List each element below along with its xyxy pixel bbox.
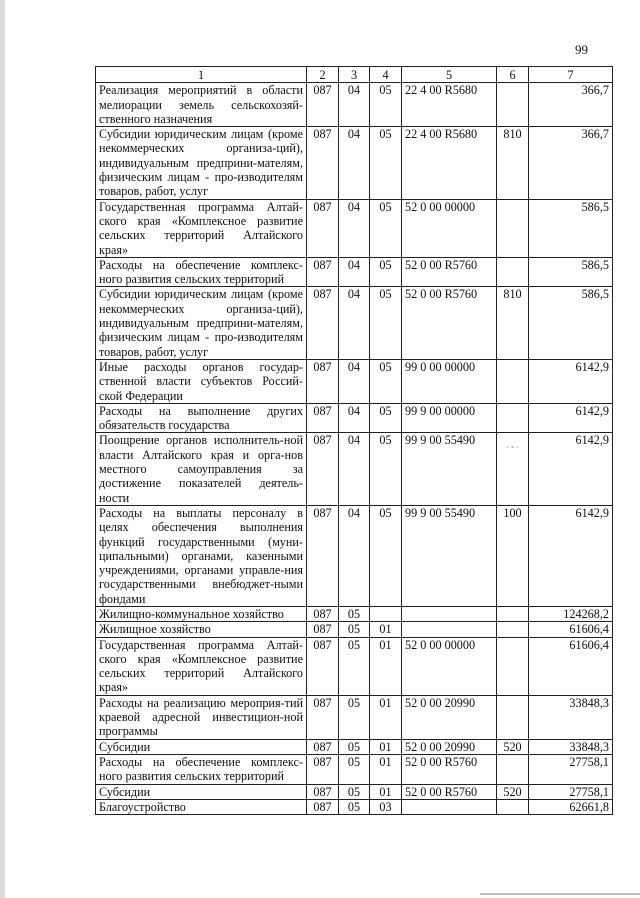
section-code-cell-text: 04 — [347, 257, 361, 272]
target-article-cell — [402, 403, 497, 433]
ministry-code-cell-text: 087 — [313, 754, 332, 769]
subsection-code-cell — [370, 359, 402, 403]
expense-type-cell — [497, 606, 529, 621]
target-article-cell — [402, 359, 497, 403]
ministry-code-cell-text: 087 — [313, 433, 332, 448]
section-code-cell — [339, 257, 370, 287]
subsection-code-cell — [370, 287, 402, 359]
section-code-cell-text: 04 — [347, 433, 361, 448]
row-name-cell-text: Расходы на выплаты персоналу в целях обеспечения выполнения функций государственными (муни-ципальными) органами, казенными учреждениями, органами управле-ния государственными внебюджет-ными фондами — [99, 505, 303, 606]
ministry-code-cell-text: 087 — [313, 359, 332, 374]
amount-cell-text: 124268,2 — [563, 606, 609, 621]
target-article-cell-text: 52 0 00 R5760 — [405, 287, 478, 302]
expense-type-cell-text: 810 — [503, 127, 522, 142]
subsection-code-cell-text: 01 — [379, 637, 392, 652]
table-row — [96, 695, 613, 739]
subsection-code-cell-text: 05 — [379, 83, 392, 98]
header-cell: 4 — [370, 67, 402, 83]
target-article-cell — [402, 799, 497, 814]
subsection-code-cell-text: 05 — [379, 127, 392, 142]
section-code-cell-text: 04 — [347, 403, 361, 418]
section-code-cell — [339, 622, 370, 637]
amount-cell — [529, 637, 613, 695]
subsection-code-cell-text: 03 — [379, 799, 392, 814]
subsection-code-cell-text: 01 — [379, 622, 392, 637]
subsection-code-cell — [370, 799, 402, 814]
amount-cell — [529, 784, 613, 799]
row-name-cell — [96, 754, 307, 784]
target-article-cell-text: 99 0 00 00000 — [405, 359, 476, 374]
target-article-cell-text: 99 9 00 55490 — [405, 433, 476, 448]
row-name-cell-text: Расходы на обеспечение комплекс-ного развития сельских территорий — [99, 754, 303, 784]
row-name-cell — [96, 505, 307, 606]
row-name-cell — [96, 127, 307, 199]
subsection-code-cell-text: 05 — [379, 287, 392, 302]
ministry-code-cell — [307, 403, 339, 433]
amount-cell — [529, 799, 613, 814]
section-code-cell — [339, 287, 370, 359]
expense-type-cell — [497, 83, 529, 127]
amount-cell — [529, 257, 613, 287]
target-article-cell — [402, 83, 497, 127]
target-article-cell — [402, 287, 497, 359]
subsection-code-cell-text: 05 — [379, 257, 392, 272]
amount-cell-text: 6142,9 — [575, 359, 609, 374]
table-row — [96, 287, 613, 359]
subsection-code-cell-text: 05 — [379, 505, 392, 520]
expense-type-cell — [497, 199, 529, 257]
amount-cell — [529, 403, 613, 433]
amount-cell-text: 586,5 — [581, 199, 609, 214]
section-code-cell-text: 05 — [347, 637, 361, 652]
target-article-cell-text: 52 0 00 R5760 — [405, 754, 478, 769]
table-row — [96, 637, 613, 695]
section-code-cell — [339, 739, 370, 754]
row-name-cell — [96, 287, 307, 359]
section-code-cell-text: 05 — [347, 784, 361, 799]
table-row — [96, 505, 613, 606]
row-name-cell-text: Благоустройство — [99, 799, 186, 814]
table-header-row — [96, 67, 613, 83]
section-code-cell — [339, 127, 370, 199]
pen-mark: ˙ ˜ ˙ — [505, 445, 520, 456]
subsection-code-cell — [370, 83, 402, 127]
table-row — [96, 739, 613, 754]
table-row — [96, 403, 613, 433]
expense-type-cell-text: 520 — [503, 784, 522, 799]
target-article-cell-text: 22 4 00 R5680 — [405, 83, 478, 98]
subsection-code-cell — [370, 403, 402, 433]
ministry-code-cell-text: 087 — [313, 127, 332, 142]
ministry-code-cell — [307, 257, 339, 287]
amount-cell — [529, 199, 613, 257]
ministry-code-cell — [307, 637, 339, 695]
subsection-code-cell-text: 01 — [379, 739, 392, 754]
row-name-cell-text: Субсидии — [99, 784, 151, 799]
amount-cell — [529, 505, 613, 606]
table-row — [96, 199, 613, 257]
table-row — [96, 754, 613, 784]
ministry-code-cell-text: 087 — [313, 799, 332, 814]
section-code-cell — [339, 606, 370, 621]
subsection-code-cell-text: 01 — [379, 695, 392, 710]
target-article-cell — [402, 127, 497, 199]
subsection-code-cell-text: 05 — [379, 403, 392, 418]
target-article-cell — [402, 637, 497, 695]
subsection-code-cell-text: 01 — [379, 754, 392, 769]
row-name-cell-text: Иные расходы органов государ-ственной власти субъектов Россий-ской Федерации — [99, 359, 303, 403]
amount-cell-text: 6142,9 — [575, 403, 609, 418]
ministry-code-cell-text: 087 — [313, 83, 332, 98]
page-number: 99 — [575, 42, 588, 57]
amount-cell-text: 33848,3 — [569, 739, 609, 754]
row-name-cell-text: Жилищно-коммунальное хозяйство — [99, 606, 284, 621]
row-name-cell — [96, 799, 307, 814]
section-code-cell-text: 05 — [347, 739, 361, 754]
header-cell: 6 — [497, 67, 529, 83]
table-row — [96, 784, 613, 799]
row-name-cell — [96, 359, 307, 403]
subsection-code-cell-text: 05 — [379, 359, 392, 374]
row-name-cell-text: Жилищное хозяйство — [99, 622, 211, 637]
section-code-cell-text: 05 — [347, 754, 361, 769]
table-row — [96, 433, 613, 505]
amount-cell — [529, 127, 613, 199]
row-name-cell-text: Субсидии юридическим лицам (кроме некоммерческих организа-ций), индивидуальным предприни-мателям, физическим лицам - про-изводителям товаров, работ, услуг — [99, 287, 303, 359]
amount-cell — [529, 606, 613, 621]
target-article-cell-text: 52 0 00 00000 — [405, 199, 476, 214]
section-code-cell-text: 05 — [347, 799, 361, 814]
target-article-cell — [402, 505, 497, 606]
ministry-code-cell — [307, 784, 339, 799]
subsection-code-cell-text: 05 — [379, 199, 392, 214]
section-code-cell-text: 05 — [347, 622, 361, 637]
header-cell: 3 — [339, 67, 370, 83]
row-name-cell-text: Субсидии — [99, 739, 151, 754]
expense-type-cell — [497, 403, 529, 433]
expense-type-cell-text: 100 — [503, 505, 522, 520]
subsection-code-cell — [370, 606, 402, 621]
subsection-code-cell — [370, 622, 402, 637]
table-row — [96, 622, 613, 637]
amount-cell-text: 27758,1 — [569, 754, 609, 769]
row-name-cell — [96, 199, 307, 257]
amount-cell-text: 366,7 — [581, 127, 609, 142]
amount-cell — [529, 83, 613, 127]
row-name-cell-text: Государственная программа Алтай-ского края «Комплексное развитие сельских территорий Алтайского края» — [99, 637, 303, 695]
row-name-cell-text: Расходы на выполнение других обязательств государства — [99, 403, 303, 433]
expense-type-cell — [497, 754, 529, 784]
amount-cell-text: 586,5 — [581, 257, 609, 272]
ministry-code-cell — [307, 287, 339, 359]
section-code-cell-text: 05 — [347, 695, 361, 710]
target-article-cell — [402, 784, 497, 799]
target-article-cell-text: 52 0 00 20990 — [405, 739, 476, 754]
row-name-cell-text: Реализация мероприятий в области мелиорации земель сельскохозяй-ственного назначения — [99, 83, 303, 126]
section-code-cell-text: 05 — [347, 606, 361, 621]
expense-type-cell-text: 520 — [503, 739, 522, 754]
target-article-cell — [402, 433, 497, 505]
row-name-cell-text: Расходы на обеспечение комплекс-ного развития сельских территорий — [99, 257, 303, 287]
row-name-cell — [96, 739, 307, 754]
header-cell: 5 — [402, 67, 497, 83]
row-name-cell-text: Субсидии юридическим лицам (кроме некоммерческих организа-ций), индивидуальным предприни-мателям, физическим лицам - про-изводителям товаров, работ, услуг — [99, 127, 303, 199]
expense-type-cell — [497, 784, 529, 799]
table-row — [96, 606, 613, 621]
ministry-code-cell — [307, 799, 339, 814]
amount-cell-text: 586,5 — [581, 287, 609, 302]
ministry-code-cell — [307, 359, 339, 403]
amount-cell-text: 6142,9 — [575, 505, 609, 520]
row-name-cell — [96, 83, 307, 127]
target-article-cell-text: 52 0 00 R5760 — [405, 784, 478, 799]
subsection-code-cell-text: 01 — [379, 784, 392, 799]
expense-type-cell — [497, 622, 529, 637]
expense-type-cell — [497, 257, 529, 287]
target-article-cell — [402, 257, 497, 287]
ministry-code-cell-text: 087 — [313, 505, 332, 520]
row-name-cell — [96, 257, 307, 287]
table-row — [96, 257, 613, 287]
header-cell: 1 — [96, 67, 307, 83]
table-row — [96, 127, 613, 199]
section-code-cell — [339, 505, 370, 606]
section-code-cell — [339, 784, 370, 799]
section-code-cell — [339, 359, 370, 403]
target-article-cell-text: 99 9 00 00000 — [405, 403, 476, 418]
target-article-cell — [402, 606, 497, 621]
expense-type-cell — [497, 637, 529, 695]
subsection-code-cell — [370, 199, 402, 257]
amount-cell-text: 61606,4 — [569, 637, 609, 652]
subsection-code-cell — [370, 754, 402, 784]
header-cell: 7 — [529, 67, 613, 83]
row-name-cell-text: Поощрение органов исполнитель-ной власти Алтайского края и орга-нов местного самоуправления за достижение показателей деятель-ности — [99, 433, 303, 505]
amount-cell-text: 33848,3 — [569, 695, 609, 710]
amount-cell — [529, 622, 613, 637]
section-code-cell-text: 04 — [347, 83, 361, 98]
table-row — [96, 83, 613, 127]
ministry-code-cell — [307, 754, 339, 784]
ministry-code-cell-text: 087 — [313, 257, 332, 272]
row-name-cell — [96, 637, 307, 695]
subsection-code-cell-text: 05 — [379, 433, 392, 448]
ministry-code-cell-text: 087 — [313, 637, 332, 652]
subsection-code-cell — [370, 505, 402, 606]
section-code-cell — [339, 433, 370, 505]
ministry-code-cell-text: 087 — [313, 695, 332, 710]
subsection-code-cell — [370, 637, 402, 695]
header-cell: 2 — [307, 67, 339, 83]
row-name-cell — [96, 606, 307, 621]
scan-edge-line — [480, 893, 640, 895]
ministry-code-cell — [307, 695, 339, 739]
amount-cell — [529, 433, 613, 505]
ministry-code-cell — [307, 622, 339, 637]
subsection-code-cell — [370, 695, 402, 739]
expense-type-cell — [497, 505, 529, 606]
amount-cell — [529, 359, 613, 403]
ministry-code-cell-text: 087 — [313, 403, 332, 418]
subsection-code-cell — [370, 739, 402, 754]
row-name-cell-text: Расходы на реализацию мероприя-тий краевой адресной инвестицион-ной программы — [99, 695, 303, 739]
ministry-code-cell-text: 087 — [313, 739, 332, 754]
expense-type-cell — [497, 695, 529, 739]
row-name-cell — [96, 433, 307, 505]
amount-cell-text: 62661,8 — [569, 799, 609, 814]
row-name-cell — [96, 695, 307, 739]
amount-cell-text: 6142,9 — [575, 433, 609, 448]
subsection-code-cell — [370, 433, 402, 505]
row-name-cell — [96, 622, 307, 637]
subsection-code-cell — [370, 257, 402, 287]
amount-cell — [529, 695, 613, 739]
ministry-code-cell — [307, 505, 339, 606]
amount-cell-text: 27758,1 — [569, 784, 609, 799]
section-code-cell — [339, 799, 370, 814]
table-row — [96, 799, 613, 814]
ministry-code-cell — [307, 199, 339, 257]
ministry-code-cell-text: 087 — [313, 606, 332, 621]
expense-type-cell — [497, 739, 529, 754]
ministry-code-cell — [307, 739, 339, 754]
ministry-code-cell — [307, 83, 339, 127]
subsection-code-cell — [370, 127, 402, 199]
row-name-cell — [96, 784, 307, 799]
section-code-cell — [339, 83, 370, 127]
section-code-cell — [339, 695, 370, 739]
section-code-cell — [339, 403, 370, 433]
amount-cell — [529, 754, 613, 784]
ministry-code-cell — [307, 606, 339, 621]
budget-table — [95, 66, 613, 815]
target-article-cell — [402, 199, 497, 257]
target-article-cell-text: 52 0 00 R5760 — [405, 257, 478, 272]
scan-edge-shadow — [0, 0, 5, 898]
row-name-cell — [96, 403, 307, 433]
ministry-code-cell-text: 087 — [313, 622, 332, 637]
section-code-cell — [339, 637, 370, 695]
target-article-cell — [402, 622, 497, 637]
target-article-cell-text: 52 0 00 00000 — [405, 637, 476, 652]
target-article-cell-text: 22 4 00 R5680 — [405, 127, 478, 142]
amount-cell-text: 366,7 — [581, 83, 609, 98]
expense-type-cell — [497, 433, 529, 505]
section-code-cell — [339, 199, 370, 257]
ministry-code-cell-text: 087 — [313, 784, 332, 799]
row-name-cell-text: Государственная программа Алтай-ского края «Комплексное развитие сельских территорий Алтайского края» — [99, 199, 303, 257]
section-code-cell-text: 04 — [347, 127, 361, 142]
amount-cell — [529, 739, 613, 754]
target-article-cell — [402, 695, 497, 739]
section-code-cell-text: 04 — [347, 199, 361, 214]
target-article-cell — [402, 754, 497, 784]
ministry-code-cell-text: 087 — [313, 199, 332, 214]
expense-type-cell — [497, 287, 529, 359]
ministry-code-cell — [307, 433, 339, 505]
ministry-code-cell-text: 087 — [313, 287, 332, 302]
section-code-cell — [339, 754, 370, 784]
table-row — [96, 359, 613, 403]
expense-type-cell — [497, 799, 529, 814]
amount-cell — [529, 287, 613, 359]
section-code-cell-text: 04 — [347, 287, 361, 302]
expense-type-cell-text: 810 — [503, 287, 522, 302]
target-article-cell-text: 99 9 00 55490 — [405, 505, 476, 520]
target-article-cell — [402, 739, 497, 754]
section-code-cell-text: 04 — [347, 505, 361, 520]
amount-cell-text: 61606,4 — [569, 622, 609, 637]
expense-type-cell — [497, 359, 529, 403]
ministry-code-cell — [307, 127, 339, 199]
expense-type-cell — [497, 127, 529, 199]
section-code-cell-text: 04 — [347, 359, 361, 374]
subsection-code-cell — [370, 784, 402, 799]
target-article-cell-text: 52 0 00 20990 — [405, 695, 476, 710]
